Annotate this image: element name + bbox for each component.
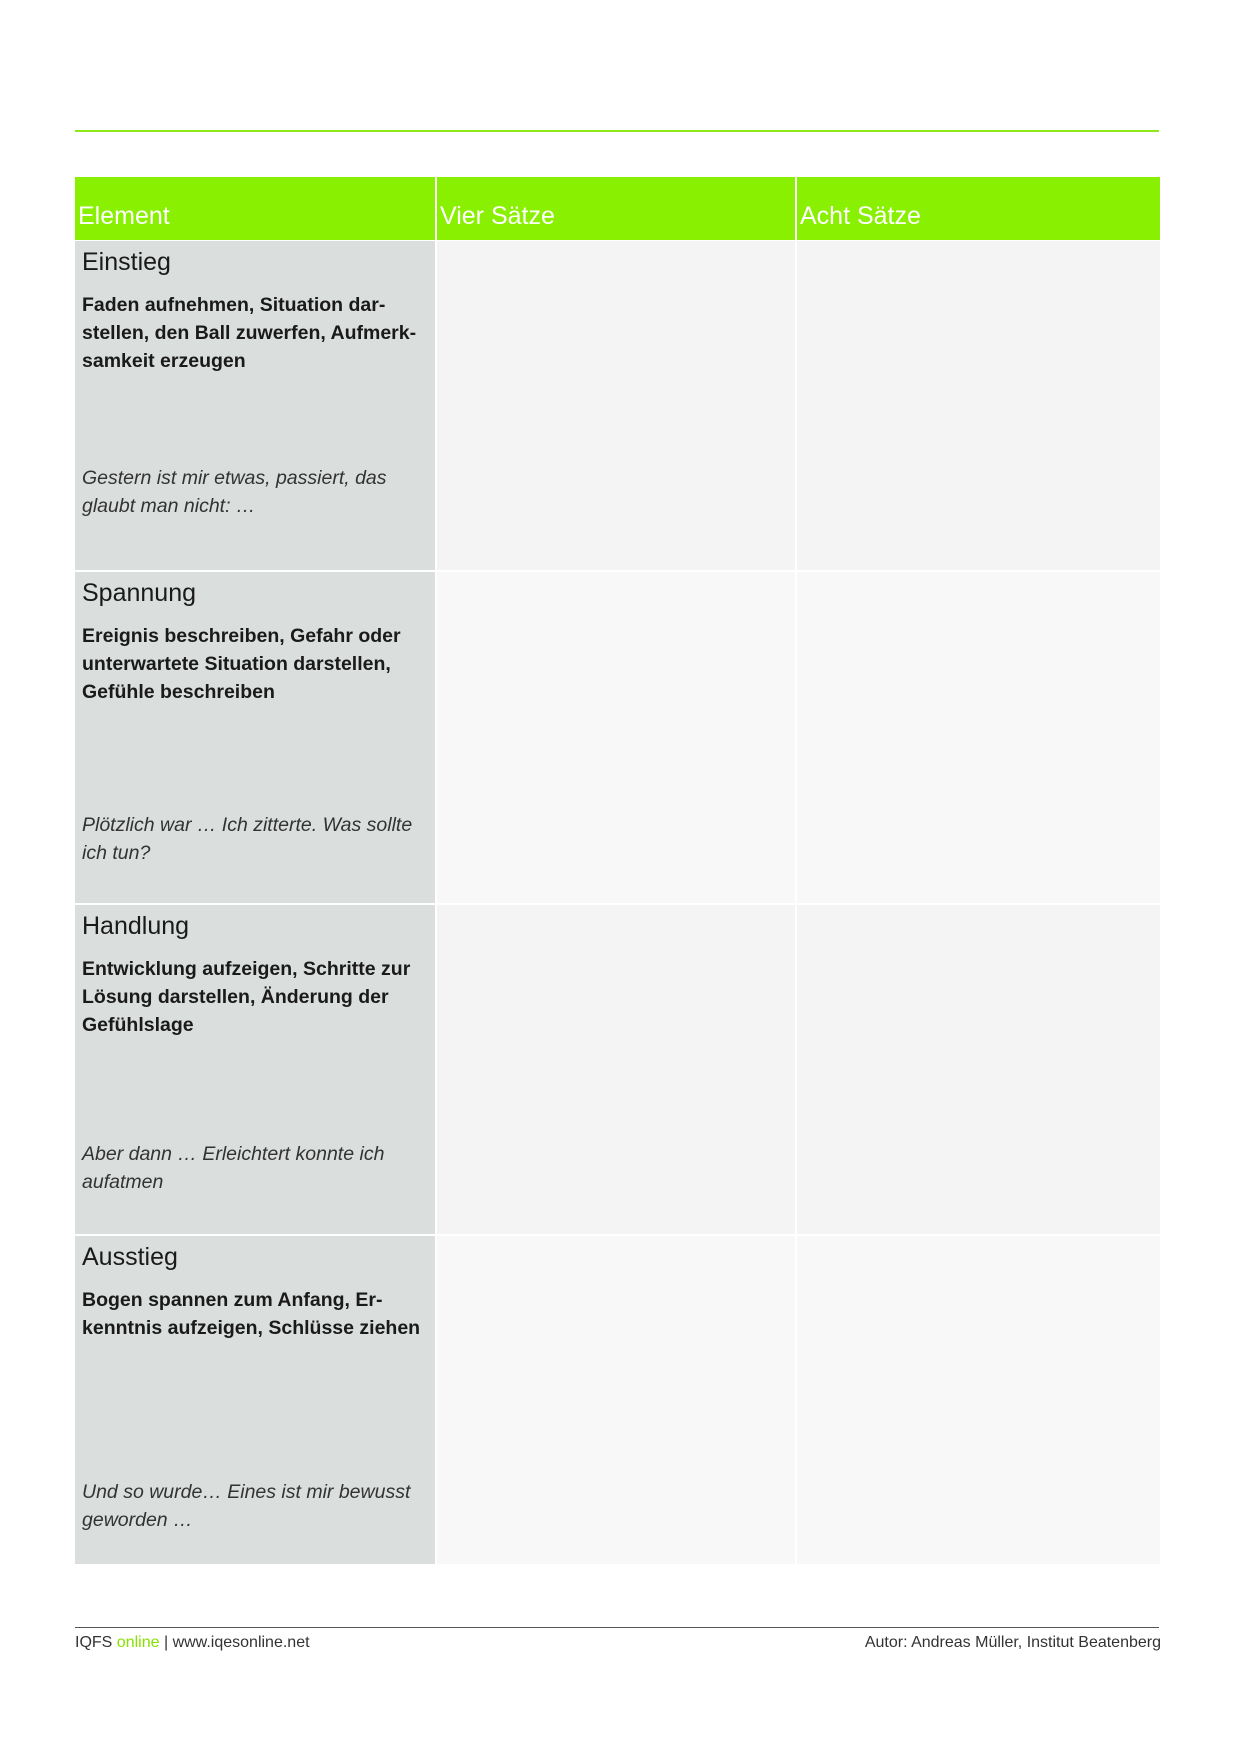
element-cell	[75, 905, 435, 1234]
element-description: Bogen spannen zum Anfang, Er-kenntnis aufzeigen, Schlüsse ziehen	[82, 1289, 421, 1339]
table-row	[75, 1234, 1160, 1564]
element-name: Spannung	[82, 579, 197, 607]
header-eight-sentences: Acht Sätze	[797, 177, 1160, 240]
brand-accent: online	[116, 1634, 160, 1651]
element-name: Einstieg	[82, 248, 171, 276]
element-description: Entwicklung aufzeigen, Schritte zur Lösung darstellen, Änderung der Gefühlslage	[82, 958, 411, 1036]
table-row	[75, 240, 1160, 570]
element-cell	[75, 572, 435, 903]
four-sentences-cell[interactable]	[437, 241, 795, 570]
table-row	[75, 903, 1160, 1234]
element-name: Handlung	[82, 912, 190, 940]
four-sentences-cell[interactable]	[437, 905, 795, 1234]
element-name: Ausstieg	[82, 1243, 178, 1271]
brand-name: IQFS	[75, 1634, 113, 1651]
header-element: Element	[75, 177, 435, 240]
footer-brand	[75, 1634, 310, 1652]
footer-separator: |	[163, 1634, 169, 1651]
story-structure-table	[75, 177, 1160, 1564]
table-header-row	[75, 177, 1160, 240]
element-cell	[75, 1236, 435, 1564]
eight-sentences-cell[interactable]	[797, 905, 1160, 1234]
element-cell	[75, 241, 435, 570]
element-description: Ereignis beschreiben, Gefahr oder unterwartete Situation darstellen, Gefühle beschreiben	[82, 625, 401, 703]
footer-url-link[interactable]: www.iqesonline.net	[172, 1634, 310, 1651]
four-sentences-cell[interactable]	[437, 1236, 795, 1564]
eight-sentences-cell[interactable]	[797, 241, 1160, 570]
eight-sentences-cell[interactable]	[797, 572, 1160, 903]
footer-divider	[75, 1627, 1159, 1628]
element-example: Aber dann … Erleichtert konnte ich aufatmen	[82, 1143, 385, 1193]
table-row	[75, 570, 1160, 903]
element-example: Gestern ist mir etwas, passiert, das glaubt man nicht: …	[82, 467, 387, 517]
header-divider	[75, 130, 1159, 132]
element-example: Und so wurde… Eines ist mir bewusst geworden …	[82, 1481, 411, 1531]
element-description: Faden aufnehmen, Situation dar-stellen, den Ball zuwerfen, Aufmerk-samkeit erzeugen	[82, 294, 417, 372]
header-four-sentences: Vier Sätze	[437, 177, 795, 240]
footer-author: Autor: Andreas Müller, Institut Beatenberg	[864, 1634, 1161, 1651]
four-sentences-cell[interactable]	[437, 572, 795, 903]
eight-sentences-cell[interactable]	[797, 1236, 1160, 1564]
element-example: Plötzlich war … Ich zitterte. Was sollte ich tun?	[82, 814, 413, 864]
